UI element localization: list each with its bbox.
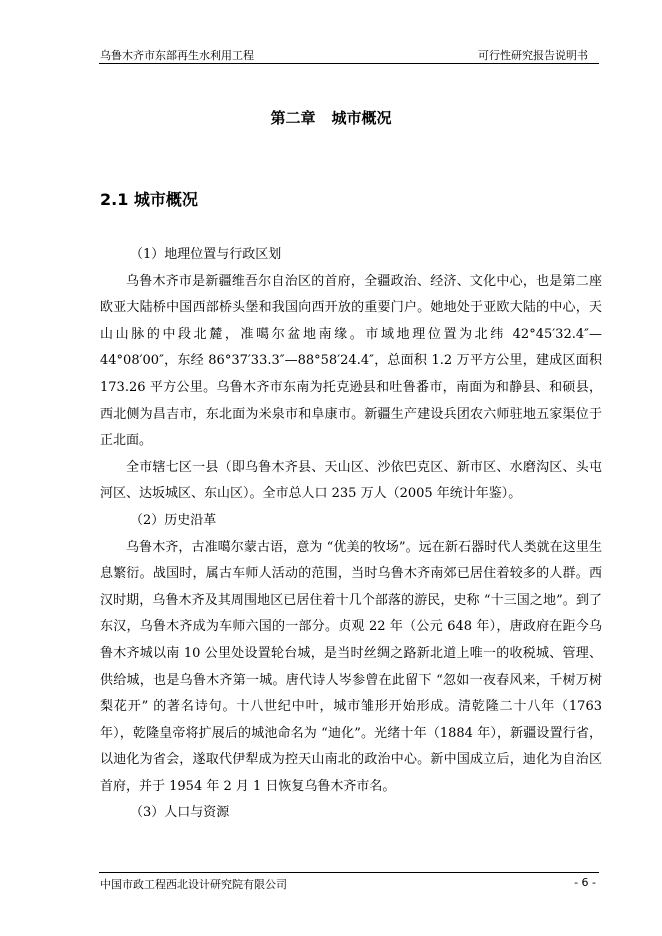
paragraph-districts: 全市辖七区一县（即乌鲁木齐县、天山区、沙依巴克区、新市区、水磨沟区、头屯河区、达坂城区、东山区）。全市总人口 235 万人（2005 年统计年鉴）。 [100,459,602,502]
chapter-number: 第二章 [270,109,316,127]
footer-divider [99,872,599,873]
chapter-title: 城市概况 [331,109,392,127]
footer-company: 中国市政工程西北设计研究院有限公司 [100,878,287,891]
header-left-title: 乌鲁木齐市东部再生水利用工程 [100,49,254,62]
chapter-heading [0,107,662,128]
page-number: - 6 - [574,876,596,889]
subheading-history: （2）历史沿革 [130,512,217,528]
header-right-title: 可行性研究报告说明书 [478,49,588,62]
paragraph-location: 乌鲁木齐市是新疆维吾尔自治区的首府，全疆政治、经济、文化中心，也是第二座欧亚大陆桥中国西部桥头堡和我国向西开放的重要门户。她地处于亚欧大陆的中心，天山山脉的中段北麓，准噶尔盆地南缘。市域地理位置为北纬 42°45′32.4″—44°08′00″，东经 86°37′33.3″—88°58′24.4″，总面积 1.2 万平方公里，建成区面积 173.26 平方公里。乌鲁木齐市东南为托克逊县和吐鲁番市，南面为和静县、和硕县，西北侧为昌吉市，东北面为米泉市和阜康市。新疆生产建设兵团农六师驻地五家渠位于正北面。 [100,273,602,449]
body-text-block-1 [100,242,602,827]
section-heading: 2.1 城市概况 [100,190,198,209]
subheading-location: （1）地理位置与行政区划 [130,247,282,262]
header-divider [99,63,599,64]
paragraph-history: 乌鲁木齐，古准噶尔蒙古语，意为 “优美的牧场”。远在新石器时代人类就在这里生息繁衍。战国时，属古车师人活动的范围，当时乌鲁木齐南郊已居住着较多的人群。西汉时期，乌鲁木齐及其周围地区已居住着十几个部落的游民，史称 “十三国之地”。到了东汉，乌鲁木齐成为车师六国的一部分。贞观 22 年（公元 648 年），唐政府在距今乌鲁木齐城以南 10 公里处设置轮台城，是当时丝绸之路新北道上唯一的收税城、管理、供给城，也是乌鲁木齐第一城。唐代诗人岑参曾在此留下 “忽如一夜春风来，千树万树梨花开” 的著名诗句。十八世纪中叶，城市雏形开始形成。清乾隆二十八年（1763 年），乾隆皇帝将扩展后的城池命名为 “迪化”。光绪十年（1884 年），新疆设置行省，以迪化为省会，遂取代伊犁成为控天山南北的政治中心。新中国成立后，迪化为自治区首府，并于 1954 年 2 月 1 日恢复乌鲁木齐市名。 [100,539,602,794]
subheading-population: （3）人口与资源 [130,805,230,821]
